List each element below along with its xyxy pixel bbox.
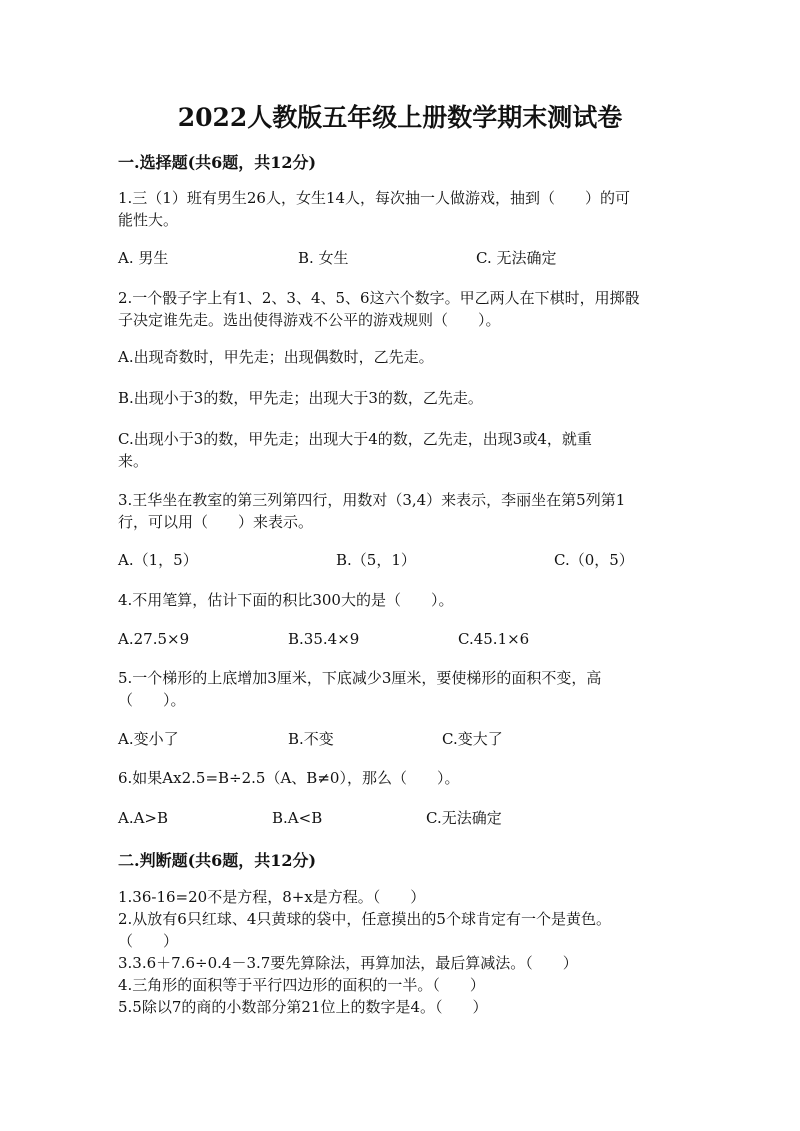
question-3-line-2: 行，可以用（ ）来表示。 bbox=[118, 513, 314, 531]
option-b: B.A<B bbox=[272, 809, 323, 827]
question-1-line-2: 能性大。 bbox=[118, 211, 179, 229]
judge-item-4: 4.三角形的面积等于平行四边形的面积的一半。（ ） bbox=[118, 976, 485, 994]
option-c: C. 无法确定 bbox=[476, 249, 557, 267]
question-2-option-b: B.出现小于3的数，甲先走；出现大于3的数，乙先走。 bbox=[118, 389, 483, 407]
question-3-line-1: 3.王华坐在教室的第三列第四行，用数对（3,4）来表示，李丽坐在第5列第1 bbox=[118, 491, 626, 509]
judge-item-3: 3.3.6＋7.6÷0.4－3.7要先算除法，再算加法，最后算减法。（ ） bbox=[118, 954, 578, 972]
question-2-line-2: 子决定谁先走。选出使得游戏不公平的游戏规则（ ）。 bbox=[118, 311, 501, 329]
question-2-line-1: 2.一个骰子字上有1、2、3、4、5、6这六个数字。甲乙两人在下棋时，用掷骰 bbox=[118, 289, 640, 307]
option-a: A.（1，5） bbox=[118, 551, 198, 569]
question-2-option-a: A.出现奇数时，甲先走；出现偶数时，乙先走。 bbox=[118, 348, 434, 366]
question-2-option-c-cont: 来。 bbox=[118, 452, 149, 470]
question-6-options bbox=[118, 807, 678, 829]
judge-item-5: 5.5除以7的商的小数部分第21位上的数字是4。（ ） bbox=[118, 998, 488, 1016]
question-2-option-c: C.出现小于3的数，甲先走；出现大于4的数，乙先走，出现3或4，就重 bbox=[118, 430, 592, 448]
option-b: B.不变 bbox=[288, 730, 334, 748]
judge-item-1: 1.36-16=20不是方程，8+x是方程。（ ） bbox=[118, 888, 426, 906]
question-5-line-1: 5.一个梯形的上底增加3厘米，下底减少3厘米，要使梯形的面积不变，高 bbox=[118, 669, 602, 687]
option-a: A. 男生 bbox=[118, 249, 169, 267]
option-b: B.（5，1） bbox=[336, 551, 416, 569]
option-b: B. 女生 bbox=[298, 249, 349, 267]
judge-item-2-cont: （ ） bbox=[118, 932, 179, 950]
option-b: B.35.4×9 bbox=[288, 630, 360, 648]
question-1-line-1: 1.三（1）班有男生26人，女生14人，每次抽一人做游戏，抽到（ ）的可 bbox=[118, 189, 631, 207]
question-6-line-1: 6.如果Ax2.5=B÷2.5（A、B≠0），那么（ ）。 bbox=[118, 769, 460, 787]
question-4-line-1: 4.不用笔算，估计下面的积比300大的是（ ）。 bbox=[118, 591, 454, 609]
question-5-line-2: （ ）。 bbox=[118, 691, 186, 709]
option-c: C.变大了 bbox=[442, 730, 503, 748]
judge-item-2: 2.从放有6只红球、4只黄球的袋中，任意摸出的5个球肯定有一个是黄色。 bbox=[118, 910, 611, 928]
option-c: C.（0，5） bbox=[554, 551, 634, 569]
section-heading-judge: 二.判断题(共6题，共12分) bbox=[118, 851, 317, 870]
section-heading-choice: 一.选择题(共6题，共12分) bbox=[118, 153, 317, 172]
question-4-options bbox=[118, 628, 678, 650]
option-c: C.45.1×6 bbox=[458, 630, 530, 648]
option-a: A.A>B bbox=[118, 809, 169, 827]
option-a: A.27.5×9 bbox=[118, 630, 190, 648]
option-a: A.变小了 bbox=[118, 730, 179, 748]
question-1-options bbox=[118, 247, 678, 269]
question-3-options bbox=[118, 549, 678, 571]
question-5-options bbox=[118, 728, 678, 750]
option-c: C.无法确定 bbox=[426, 809, 502, 827]
page-title: 2022人教版五年级上册数学期末测试卷 bbox=[177, 103, 623, 132]
